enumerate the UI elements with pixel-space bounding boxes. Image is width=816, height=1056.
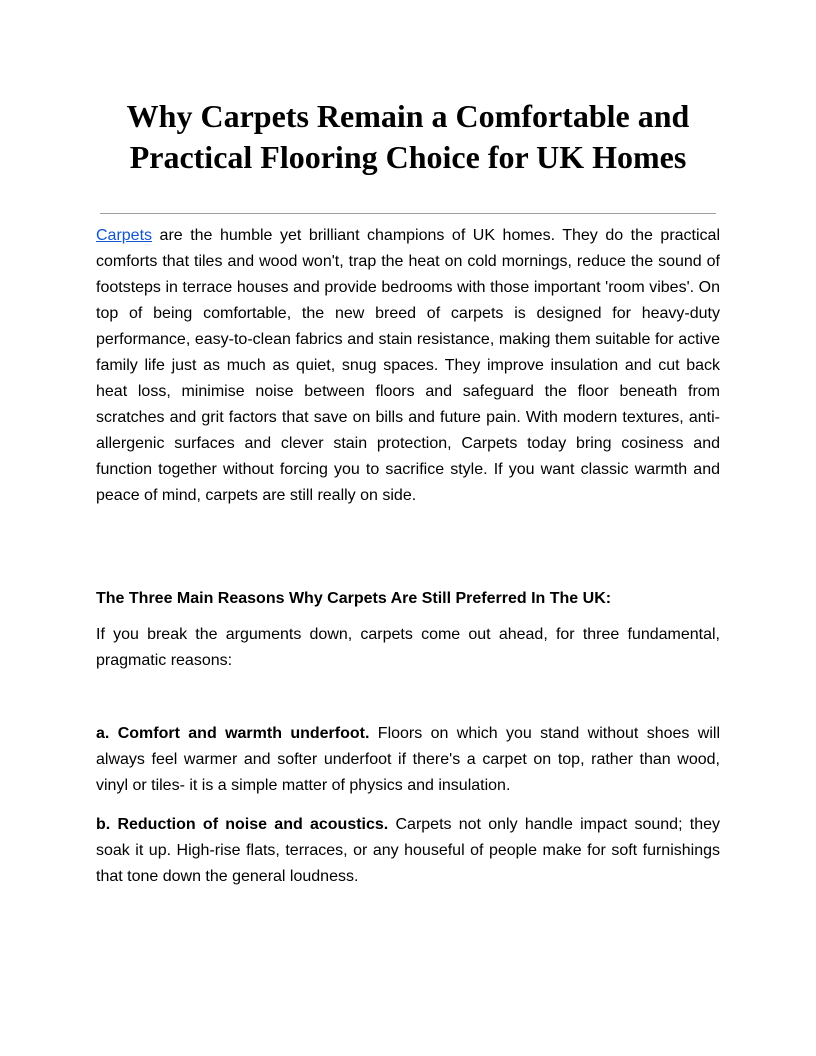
intro-paragraph (96, 223, 720, 509)
reason-text: Carpets not only handle impact sound; they soak it up. High-rise flats, terraces, or any houseful of people make for soft furnishings that tone down the general loudness. (96, 816, 721, 885)
section-heading: The Three Main Reasons Why Carpets Are Still Preferred In The UK: (96, 590, 612, 607)
reason-item (96, 812, 720, 890)
section-intro-paragraph: If you break the arguments down, carpets come out ahead, for three fundamental, pragmatic reasons: (96, 626, 720, 669)
title-divider (100, 213, 716, 214)
intro-text: are the humble yet brilliant champions of UK homes. They do the practical comforts that tiles and wood won't, trap the heat on cold mornings, reduce the sound of footsteps in terrace houses and provide bedrooms with those important 'room vibes'. On top of being comfortable, the new breed of carpets is designed for heavy-duty performance, easy-to-clean fabrics and stain resistance, making them suitable for active family life just as much as quiet, snug spaces. They improve insulation and cut back heat loss, minimise noise between floors and safeguard the floor beneath from scratches and grit factors that save on bills and future pain. With modern textures, anti-allergenic surfaces and clever stain protection, Carpets today bring cosiness and function together without forcing you to sacrifice style. If you want classic warmth and peace of mind, carpets are still really on side. (96, 227, 720, 504)
reason-label: b. Reduction of noise and acoustics. (96, 816, 389, 833)
document-title: Why Carpets Remain a Comfortable and Practical Flooring Choice for UK Homes (126, 98, 690, 175)
reason-text: Floors on which you stand without shoes will always feel warmer and softer underfoot if there's a carpet on top, rather than wood, vinyl or tiles- it is a simple matter of physics and insulation. (96, 725, 721, 794)
carpets-link[interactable]: Carpets (96, 227, 153, 244)
reason-label: a. Comfort and warmth underfoot. (96, 725, 370, 742)
reason-item (96, 721, 720, 799)
